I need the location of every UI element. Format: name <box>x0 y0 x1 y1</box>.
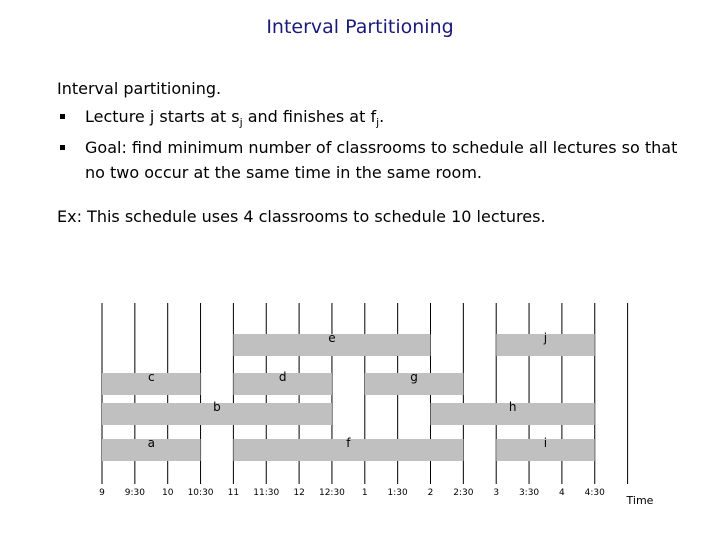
time-tick-label: 1:30 <box>387 488 408 498</box>
time-tick-label: 12:30 <box>318 488 345 498</box>
bullet-1-text-end: . <box>379 107 385 126</box>
time-tick-label: 2:30 <box>453 488 474 498</box>
time-tick-label: 3:30 <box>518 488 540 498</box>
bullet-2-text: Goal: find minimum number of classrooms to schedule all lectures so that no two occur at the same time in the same room. <box>85 138 678 183</box>
subscript-j: j <box>376 116 380 130</box>
lecture-label: b <box>213 400 221 414</box>
example-text: Ex: This schedule uses 4 classrooms to schedule 10 lectures. <box>57 207 546 226</box>
time-tick-label: 11:30 <box>253 488 280 498</box>
bullet-1-text-start: Lecture j starts at s <box>85 107 240 126</box>
time-axis-label: Time <box>626 494 654 507</box>
lecture-label: j <box>543 331 548 345</box>
time-tick-label: 10:30 <box>187 488 214 498</box>
time-tick-label: 1 <box>361 488 368 498</box>
lecture-label: a <box>147 436 155 450</box>
lecture-label: i <box>543 436 548 450</box>
lecture-label: g <box>410 370 418 384</box>
time-tick-label: 10 <box>161 488 174 498</box>
lecture-label: e <box>328 331 336 345</box>
lecture-label: d <box>278 370 287 384</box>
time-tick-label: 4 <box>559 488 565 498</box>
lecture-label: c <box>147 370 155 384</box>
time-tick-label: 11 <box>227 488 240 498</box>
time-tick-label: 3 <box>493 488 500 498</box>
time-tick-label: 9 <box>99 488 105 498</box>
subscript-j: j <box>239 116 243 130</box>
time-tick-label: 9:30 <box>124 488 145 498</box>
time-tick-label: 4:30 <box>584 488 605 498</box>
lecture-label: f <box>346 436 351 450</box>
slide-title: Interval Partitioning <box>266 16 454 38</box>
intro-text: Interval partitioning. <box>57 79 222 98</box>
bullet-1-text-middle: and finishes at f <box>242 107 377 126</box>
time-tick-label: 2 <box>427 488 434 498</box>
lecture-label: h <box>508 400 517 414</box>
time-tick-label: 12 <box>293 488 305 498</box>
